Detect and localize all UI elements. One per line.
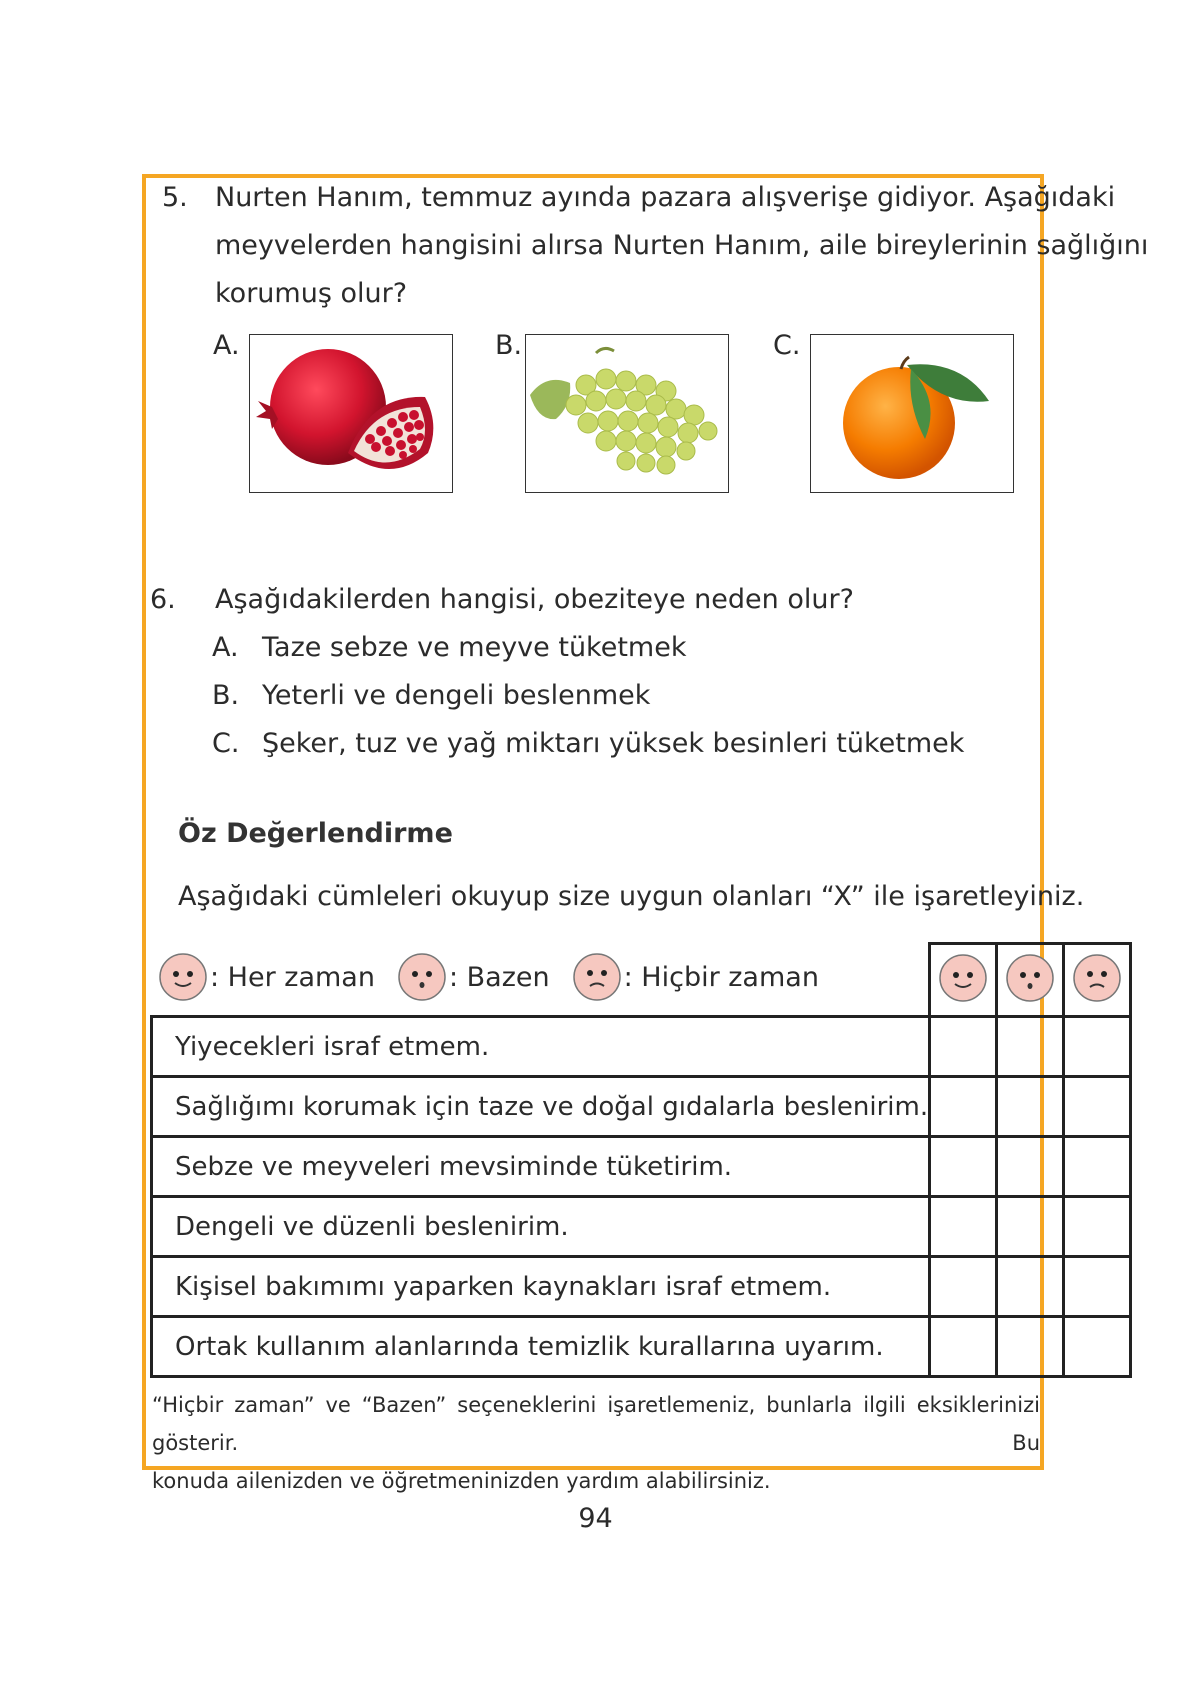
self-evaluation-instruction: Aşağıdaki cümleleri okuyup size uygun olanları “X” ile işaretleyiniz. <box>178 881 1085 912</box>
checkbox-never[interactable] <box>1064 1137 1131 1197</box>
question-5-line-2: meyvelerden hangisini alırsa Nurten Hanım, aile bireylerinin sağlığını <box>215 230 1149 261</box>
question-6-option-b[interactable] <box>212 680 650 711</box>
checkbox-always[interactable] <box>930 1137 997 1197</box>
checkbox-never[interactable] <box>1064 1017 1131 1077</box>
question-5-line-3: korumuş olur? <box>215 278 408 309</box>
question-5-line-1: Nurten Hanım, temmuz ayında pazara alışverişe gidiyor. Aşağıdaki <box>215 182 1116 213</box>
legend-never-text: : Hiçbir zaman <box>623 961 819 993</box>
checkbox-always[interactable] <box>930 1017 997 1077</box>
option-label: C. <box>212 728 240 759</box>
grapes-image-box[interactable] <box>525 334 729 493</box>
checkbox-sometimes[interactable] <box>997 1017 1064 1077</box>
checkbox-always[interactable] <box>930 1077 997 1137</box>
statement-text: Ortak kullanım alanlarında temizlik kurallarına uyarım. <box>152 1317 930 1377</box>
statement-text: Kişisel bakımımı yaparken kaynakları israf etmem. <box>152 1257 930 1317</box>
grapes-icon <box>526 335 727 491</box>
option-a-label: A. <box>213 330 240 361</box>
page-number: 94 <box>578 1503 613 1534</box>
table-row <box>152 1257 1131 1317</box>
self-evaluation-title: Öz Değerlendirme <box>178 818 453 849</box>
checkbox-always[interactable] <box>930 1257 997 1317</box>
question-6-text: Aşağıdakilerden hangisi, obeziteye neden olur? <box>215 584 854 615</box>
checkbox-sometimes[interactable] <box>997 1317 1064 1377</box>
self-evaluation-table <box>150 942 1132 1378</box>
question-5-number: 5. <box>162 182 188 213</box>
option-c-label: C. <box>773 330 801 361</box>
table-row <box>152 1197 1131 1257</box>
table-row <box>152 1017 1131 1077</box>
neutral-face-icon <box>1005 953 1055 1003</box>
statement-text: Sağlığımı korumak için taze ve doğal gıdalarla beslenirim. <box>152 1077 930 1137</box>
option-label: A. <box>212 632 239 663</box>
neutral-face-icon <box>397 952 447 1002</box>
orange-image-box[interactable] <box>810 334 1014 493</box>
option-text: Yeterli ve dengeli beslenmek <box>262 680 651 711</box>
sad-face-icon <box>1072 953 1122 1003</box>
checkbox-never[interactable] <box>1064 1077 1131 1137</box>
column-header-always <box>930 944 997 1017</box>
checkbox-sometimes[interactable] <box>997 1197 1064 1257</box>
legend-always-text: : Her zaman <box>210 961 375 993</box>
statement-text: Dengeli ve düzenli beslenirim. <box>152 1197 930 1257</box>
table-row <box>152 1317 1131 1377</box>
statement-text: Sebze ve meyveleri mevsiminde tüketirim. <box>152 1137 930 1197</box>
evaluation-note <box>152 1386 1040 1500</box>
option-b-label: B. <box>495 330 523 361</box>
option-label: B. <box>212 680 240 711</box>
statement-text: Yiyecekleri israf etmem. <box>152 1017 930 1077</box>
checkbox-always[interactable] <box>930 1197 997 1257</box>
pomegranate-image-box[interactable] <box>249 334 453 493</box>
pomegranate-icon <box>250 335 451 491</box>
table-row <box>152 1137 1131 1197</box>
legend-sometimes-text: : Bazen <box>448 961 550 993</box>
orange-icon <box>811 335 1012 491</box>
checkbox-never[interactable] <box>1064 1197 1131 1257</box>
question-6-number: 6. <box>150 584 176 615</box>
question-6-option-c[interactable] <box>212 728 964 759</box>
column-header-never <box>1064 944 1131 1017</box>
note-line-1: “Hiçbir zaman” ve “Bazen” seçeneklerini işaretlemeniz, bunlarla ilgili eksiklerinizi gösterir. Bu <box>152 1393 1040 1455</box>
checkbox-sometimes[interactable] <box>997 1257 1064 1317</box>
option-text: Şeker, tuz ve yağ miktarı yüksek besinleri tüketmek <box>262 728 965 759</box>
checkbox-sometimes[interactable] <box>997 1137 1064 1197</box>
happy-face-icon <box>938 953 988 1003</box>
table-row <box>152 1077 1131 1137</box>
checkbox-always[interactable] <box>930 1317 997 1377</box>
checkbox-never[interactable] <box>1064 1257 1131 1317</box>
column-header-sometimes <box>997 944 1064 1017</box>
note-line-2: konuda ailenizden ve öğretmeninizden yardım alabilirsiniz. <box>152 1469 771 1493</box>
checkbox-sometimes[interactable] <box>997 1077 1064 1137</box>
happy-face-icon <box>158 952 208 1002</box>
face-legend <box>158 952 819 1002</box>
option-text: Taze sebze ve meyve tüketmek <box>262 632 687 663</box>
sad-face-icon <box>572 952 622 1002</box>
checkbox-never[interactable] <box>1064 1317 1131 1377</box>
question-6-option-a[interactable] <box>212 632 686 663</box>
